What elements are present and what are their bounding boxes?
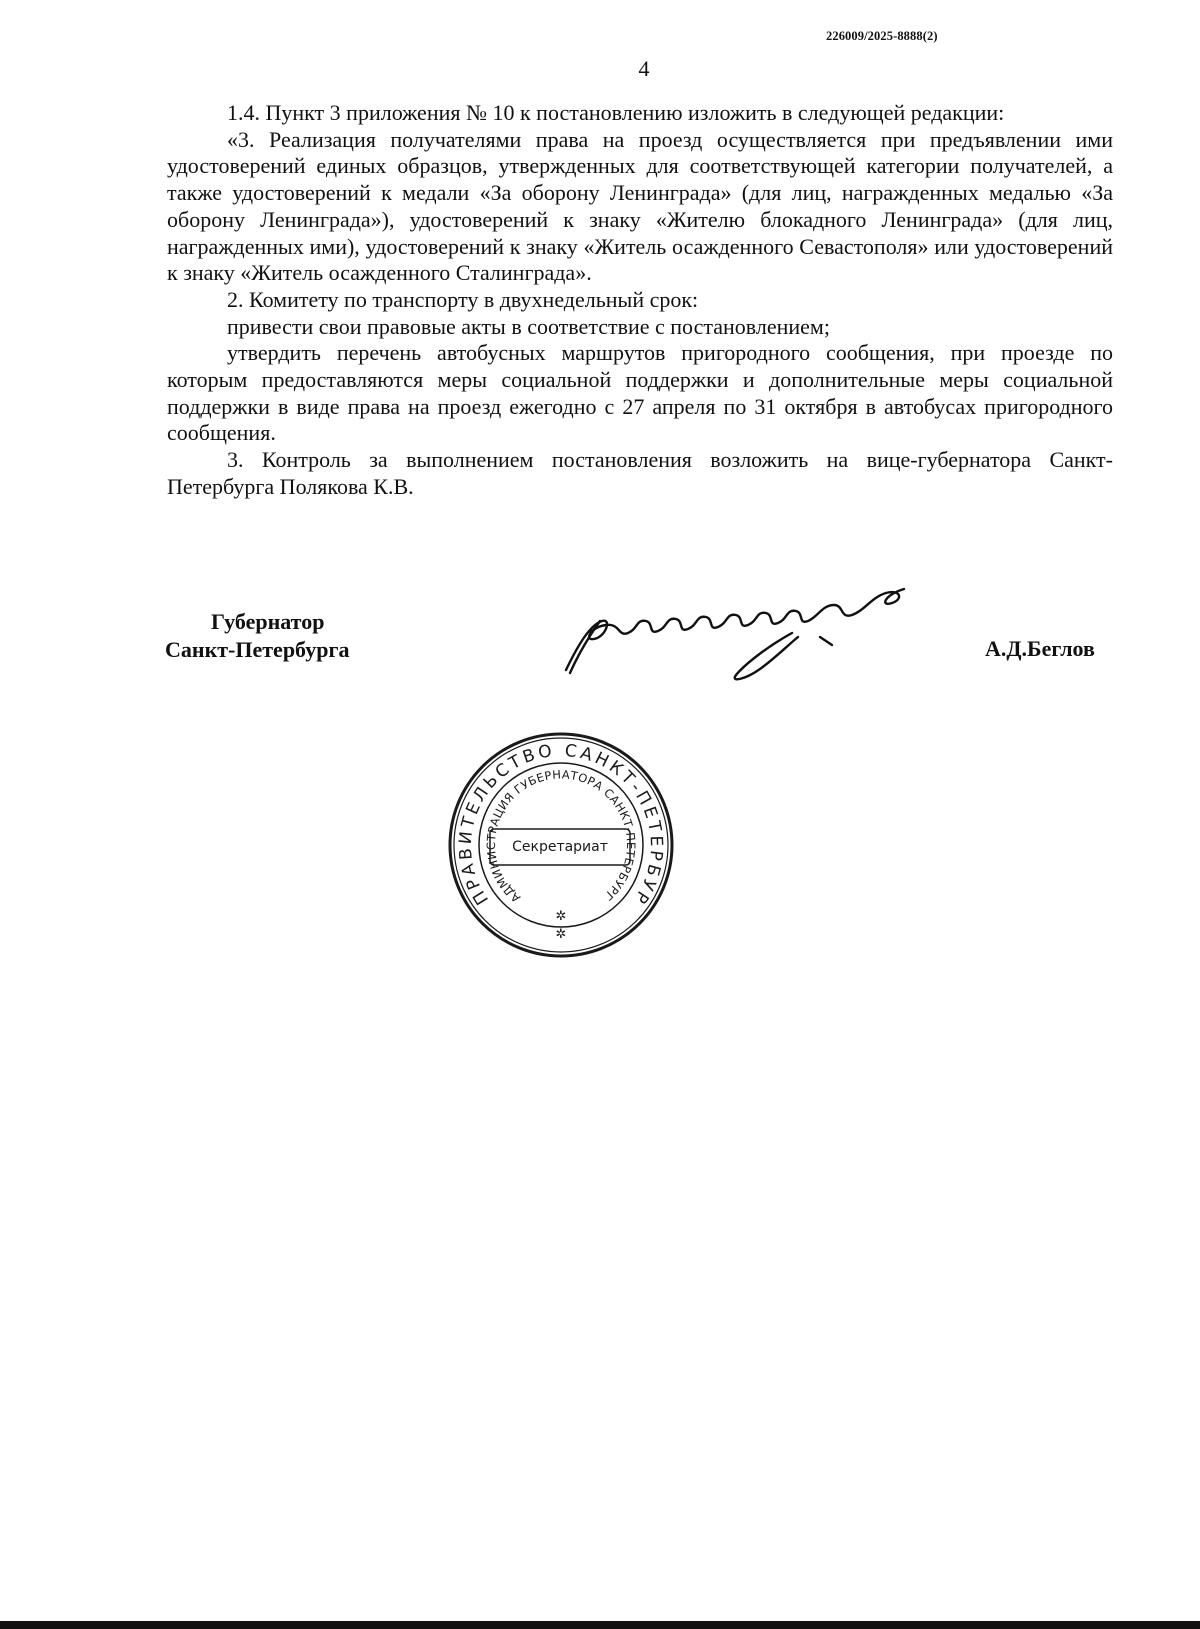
seal-star-icon: ✲ <box>555 909 567 924</box>
seal-inner-text: АДМИНИСТРАЦИЯ ГУБЕРНАТОРА САНКТ-ПЕТЕРБУРГ <box>483 767 639 906</box>
signer-title <box>165 608 349 664</box>
signer-title-line1: Губернатор <box>211 609 325 634</box>
paragraph-2: 2. Комитету по транспорту в двухнедельный срок: <box>227 286 699 312</box>
paragraph-1-4: 1.4. Пункт 3 приложения № 10 к постановлению изложить в следующей редакции: <box>227 100 1005 125</box>
handwritten-signature <box>560 575 940 685</box>
seal-star-icon: ✲ <box>555 927 567 942</box>
seal-outer-text: ПРАВИТЕЛЬСТВО САНКТ-ПЕТЕРБУР <box>455 740 667 910</box>
signer-name: А.Д.Беглов <box>985 636 1095 661</box>
paragraph-2-item-2: утвердить перечень автобусных маршрутов пригородного сообщения, при проезде по которым предоставляются меры социальной поддержки и дополнительные меры социальной поддержки в виде права на проезд ежегодно с 27 апреля по 31 октября в автобусах пригородного сообщения. <box>167 340 1113 446</box>
paragraph-3: 3. Контроль за выполнением постановления возложить на вице-губернатора Санкт-Петербурга Полякова К.В. <box>167 447 1113 499</box>
page-number: 4 <box>638 56 650 81</box>
signer-title-line2: Санкт-Петербурга <box>165 637 350 662</box>
official-seal <box>446 730 676 960</box>
document-id: 226009/2025-8888(2) <box>826 29 938 43</box>
paragraph-2-item-1: привести свои правовые акты в соответствие с постановлением; <box>227 313 830 339</box>
scan-bottom-edge <box>0 1621 1200 1629</box>
paragraph-point-3-text: «3. Реализация получателями права на проезд осуществляется при предъявлении ими удостоверений единых образцов, утвержденных для соответствующей категории получателей, а также удостоверений к медали «За оборону Ленинграда» (для лиц, награжденных медалью «За оборону Ленинграда»), удостоверений к знаку «Жителю блокадного Ленинграда» (для лиц, награжденных ими), удостоверений к знаку «Житель осажденного Севастополя» или удостоверений к знаку «Житель осажденного Сталинграда». <box>167 126 1113 286</box>
document-body <box>167 100 1113 501</box>
seal-center-text: Секретариат <box>512 839 608 855</box>
